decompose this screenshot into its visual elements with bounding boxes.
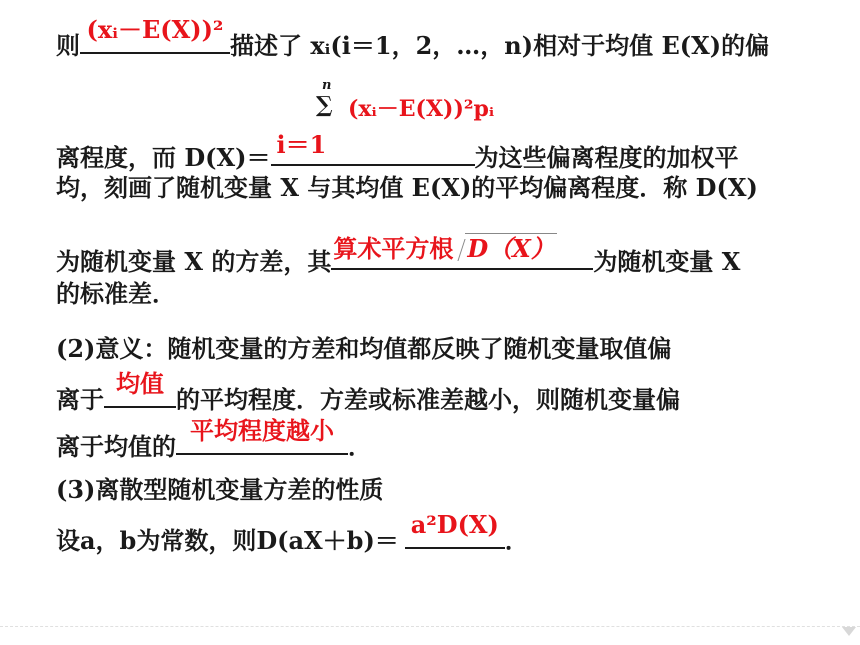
paragraph-line-10 bbox=[56, 510, 529, 557]
paragraph-line-2 bbox=[56, 130, 739, 174]
line1-suffix-a: 描述了 bbox=[230, 31, 311, 60]
line8-prefix: 离于均值的 bbox=[56, 432, 176, 461]
paragraph-line-7 bbox=[56, 369, 680, 416]
blank-2 bbox=[271, 130, 475, 166]
line9-text: (3)离散型随机变量方差的性质 bbox=[56, 475, 384, 504]
blank-1 bbox=[80, 15, 230, 54]
blank-4 bbox=[331, 234, 593, 270]
corner-triangle-icon bbox=[842, 627, 856, 636]
line4-suffix: 为随机变量 X bbox=[593, 247, 741, 276]
sum-body: (xᵢ－E(X))²pᵢ bbox=[348, 96, 495, 122]
paragraph-line-1 bbox=[56, 15, 770, 62]
answer-4 bbox=[331, 233, 593, 265]
line7-suffix: 的平均程度．方差或标准差越小，则随机变量偏 bbox=[176, 385, 680, 414]
line8-suffix: ． bbox=[348, 432, 372, 461]
blank-7 bbox=[104, 369, 176, 408]
paragraph-line-9 bbox=[56, 474, 383, 506]
line4-prefix: 为随机变量 X 的方差，其 bbox=[56, 247, 332, 276]
answer-7: 均值 bbox=[116, 369, 164, 398]
paragraph-line-5 bbox=[56, 278, 176, 310]
answer-1: (xᵢ－E(X))² bbox=[86, 15, 224, 44]
answer-2: i＝1 bbox=[276, 130, 327, 159]
line1-suffix-b: xᵢ(i＝1，2，…，n)相对于均值 E(X)的偏 bbox=[310, 31, 770, 60]
sum-symbol: ∑ bbox=[316, 92, 333, 118]
paragraph-line-4 bbox=[56, 234, 741, 278]
line3-text: 均，刻画了随机变量 X 与其均值 E(X)的平均偏离程度．称 D(X) bbox=[56, 173, 758, 202]
paragraph-line-3 bbox=[56, 172, 758, 204]
line2-prefix: 离程度，而 D(X)＝ bbox=[56, 143, 271, 172]
line10-prefix: 设a，b为常数，则D(aX＋b)＝ bbox=[56, 526, 399, 555]
line6-text: (2)意义：随机变量的方差和均值都反映了随机变量取值偏 bbox=[56, 334, 672, 363]
paragraph-line-6 bbox=[56, 333, 671, 365]
line5-text: 的标准差． bbox=[56, 279, 176, 308]
sqrt-sign bbox=[453, 233, 556, 265]
line2-suffix: 为这些偏离程度的加权平 bbox=[474, 143, 739, 172]
blank-8 bbox=[176, 416, 348, 455]
answer-4-radicand: D（X） bbox=[467, 234, 555, 263]
answer-10: a²D(X) bbox=[410, 510, 499, 539]
line10-suffix: ． bbox=[504, 526, 529, 555]
sum-upper-limit: n bbox=[322, 78, 332, 93]
blank-10 bbox=[405, 510, 505, 549]
line1-prefix: 则 bbox=[56, 31, 80, 60]
line7-prefix: 离于 bbox=[56, 385, 104, 414]
answer-4-text: 算术平方根 bbox=[333, 234, 454, 263]
paragraph-line-8 bbox=[56, 416, 372, 463]
footer-divider bbox=[0, 626, 860, 627]
answer-8: 平均程度越小 bbox=[190, 416, 334, 445]
